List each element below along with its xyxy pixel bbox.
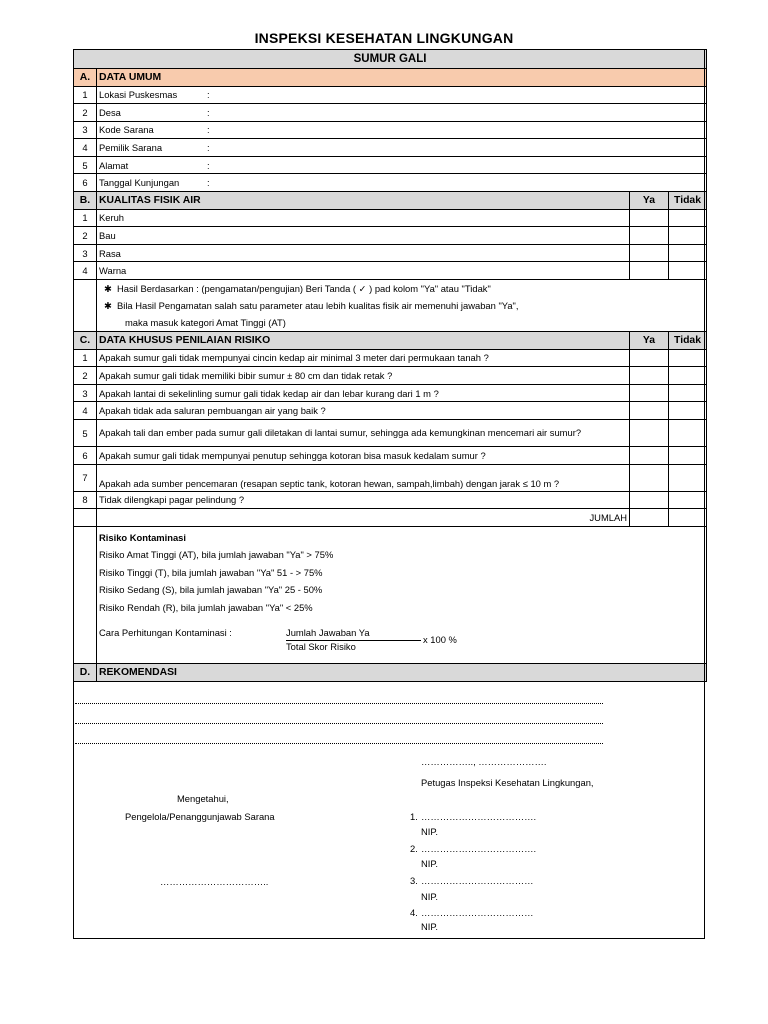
- asterisk-icon: ✱: [104, 283, 112, 295]
- row-number: 8: [74, 491, 97, 509]
- risk-level-line: Risiko Sedang (S), bila jumlah jawaban "Ya" 25 - 50%: [99, 584, 323, 596]
- pengelola-label: Pengelola/Penanggunjawab Sarana: [125, 811, 275, 822]
- risk-question: Apakah sumur gali tidak memiliki bibir sumur ± 80 cm dan tidak retak ?: [97, 367, 630, 385]
- field-separator: :: [207, 142, 210, 154]
- pengelola-signature[interactable]: ……………………………..: [160, 876, 269, 887]
- risk-level-line: Risiko Tinggi (T), bila jumlah jawaban "Ya" 51 - > 75%: [99, 566, 323, 578]
- col-tidak-header: Tidak: [669, 332, 707, 350]
- kualitas-label: Rasa: [97, 244, 630, 262]
- row-number: 2: [74, 367, 97, 385]
- field-separator: :: [207, 159, 210, 171]
- field-label: Tanggal Kunjungan: [99, 177, 180, 189]
- row-number: 1: [74, 349, 97, 367]
- field-label: Kode Sarana: [99, 124, 154, 136]
- signer-nip: NIP.: [421, 891, 439, 902]
- signer-nip: NIP.: [421, 826, 439, 837]
- note-line-1: Hasil Berdasarkan : (pengamatan/pengujian) Beri Tanda ( ✓ ) pad kolom "Ya" atau "Tidak": [117, 283, 491, 295]
- formula-multiplier: x 100 %: [423, 633, 457, 645]
- signer-number: 4.: [410, 907, 418, 918]
- risk-question: Apakah lantai di sekelinling sumur gali tidak kedap air dan lebar kurang dari 1 m ?: [97, 384, 630, 402]
- signer-number: 1.: [410, 811, 418, 822]
- row-number: 1: [74, 209, 97, 227]
- section-a-letter: A.: [74, 69, 97, 87]
- section-d-title: REKOMENDASI: [97, 663, 707, 681]
- risk-question: Apakah tali dan ember pada sumur gali diletakan di lantai sumur, sehingga ada kemungkinan mencemari air sumur?: [97, 420, 630, 447]
- section-b-letter: B.: [74, 192, 97, 210]
- jumlah-label: JUMLAH: [97, 509, 630, 527]
- petugas-label: Petugas Inspeksi Kesehatan Lingkungan,: [421, 777, 594, 788]
- risk-title: Risiko Kontaminasi: [99, 531, 186, 543]
- form-border: [73, 49, 705, 939]
- risk-question: Tidak dilengkapi pagar pelindung ?: [97, 491, 630, 509]
- row-number: 1: [74, 86, 97, 104]
- field-label: Pemilik Sarana: [99, 142, 163, 154]
- formula-label: Cara Perhitungan Kontaminasi :: [99, 626, 232, 638]
- risk-question: Apakah tidak ada saluran pembuangan air yang baik ?: [97, 402, 630, 420]
- note-line-3: maka masuk kategori Amat Tinggi (AT): [125, 317, 286, 329]
- risk-level-line: Risiko Amat Tinggi (AT), bila jumlah jawaban "Ya" > 75%: [99, 548, 334, 560]
- form-subtitle: SUMUR GALI: [74, 50, 707, 69]
- field-separator: :: [207, 89, 210, 101]
- formula-denominator: Total Skor Risiko: [286, 640, 356, 652]
- section-c-letter: C.: [74, 332, 97, 350]
- field-label: Lokasi Puskesmas: [99, 89, 178, 101]
- row-number: 3: [74, 121, 97, 139]
- field-separator: :: [207, 124, 210, 136]
- field-label: Desa: [99, 106, 121, 118]
- risk-question: Apakah sumur gali tidak mempunyai cincin kedap air minimal 3 meter dari permukaan tanah ?: [97, 349, 630, 367]
- section-c-title: DATA KHUSUS PENILAIAN RISIKO: [97, 332, 630, 350]
- row-number: 5: [74, 156, 97, 174]
- row-number: 4: [74, 139, 97, 157]
- kualitas-label: Keruh: [97, 209, 630, 227]
- row-number: 6: [74, 447, 97, 465]
- signer-signature[interactable]: ………………………………: [421, 875, 534, 886]
- note-line-2: Bila Hasil Pengamatan salah satu parameter atau lebih kualitas fisik air memenuhi jawaban "Ya",: [117, 300, 519, 312]
- section-d-letter: D.: [74, 663, 97, 681]
- formula-numerator: Jumlah Jawaban Ya: [286, 626, 370, 638]
- row-number: 4: [74, 262, 97, 280]
- row-number: 6: [74, 174, 97, 192]
- signer-nip: NIP.: [421, 858, 439, 869]
- signer-signature[interactable]: ……………………………….: [421, 843, 537, 854]
- row-number: 2: [74, 104, 97, 122]
- signer-signature[interactable]: ……………………………….: [421, 811, 537, 822]
- risk-question: Apakah ada sumber pencemaran (resapan septic tank, kotoran hewan, sampah,limbah) dengan jarak ≤ 10 m ?: [97, 464, 630, 491]
- kualitas-label: Warna: [97, 262, 630, 280]
- signer-nip: NIP.: [421, 921, 439, 932]
- field-separator: :: [207, 106, 210, 118]
- risk-question: Apakah sumur gali tidak mempunyai penutup sehingga kotoran bisa masuk kedalam sumur ?: [97, 447, 630, 465]
- section-b-title: KUALITAS FISIK AIR: [97, 192, 630, 210]
- row-number: 3: [74, 244, 97, 262]
- row-number: 5: [74, 420, 97, 447]
- row-number: 2: [74, 227, 97, 245]
- place-date[interactable]: …………….., ………………….: [421, 756, 547, 767]
- risk-level-line: Risiko Rendah (R), bila jumlah jawaban "Ya" < 25%: [99, 601, 313, 613]
- col-ya-header: Ya: [630, 332, 669, 350]
- signer-number: 2.: [410, 843, 418, 854]
- field-separator: :: [207, 177, 210, 189]
- col-ya-header: Ya: [630, 192, 669, 210]
- field-label: Alamat: [99, 159, 129, 171]
- row-number: 3: [74, 384, 97, 402]
- row-number: 4: [74, 402, 97, 420]
- row-number: 7: [74, 464, 97, 491]
- mengetahui-label: Mengetahui,: [177, 793, 229, 804]
- kualitas-label: Bau: [97, 227, 630, 245]
- col-tidak-header: Tidak: [669, 192, 707, 210]
- page-title: INSPEKSI KESEHATAN LINGKUNGAN: [254, 30, 514, 46]
- asterisk-icon: ✱: [104, 300, 112, 312]
- signer-number: 3.: [410, 875, 418, 886]
- signer-signature[interactable]: ………………………………: [421, 907, 534, 918]
- section-a-title: DATA UMUM: [97, 69, 707, 87]
